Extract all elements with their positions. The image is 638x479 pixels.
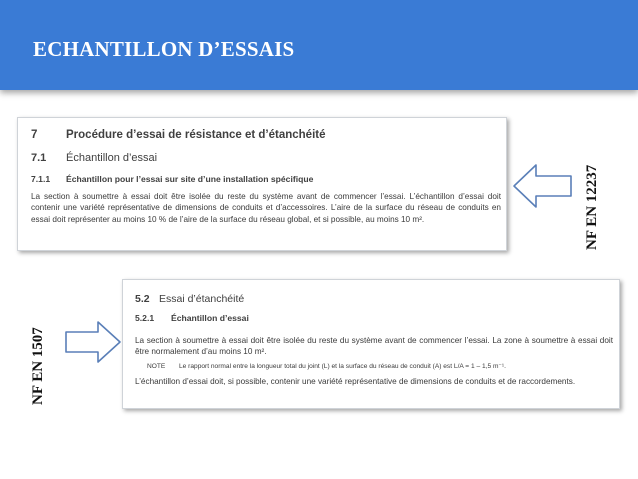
section-number: 7 bbox=[31, 129, 38, 141]
section-number: 5.2.1 bbox=[135, 313, 155, 323]
standard-label-nf-en-1507: NF EN 1507 bbox=[30, 327, 46, 405]
section-title: Échantillon pour l’essai sur site d’une installation spécifique bbox=[66, 174, 314, 184]
header-bar bbox=[0, 0, 638, 90]
section-number: 7.1 bbox=[31, 152, 47, 164]
section-title: Échantillon d’essai bbox=[66, 152, 158, 164]
section-title: Procédure d’essai de résistance et d’étanchéité bbox=[66, 129, 326, 141]
section-heading-5-2-1 bbox=[135, 313, 249, 323]
section-title: Essai d’étanchéité bbox=[159, 293, 245, 305]
excerpt-nf-en-12237 bbox=[17, 117, 507, 251]
standard-label-nf-en-12237: NF EN 12237 bbox=[584, 164, 600, 250]
section-paragraph-2: L’échantillon d’essai doit, si possible, contenir une variété représentative de dimensions de conduits et de raccordements. bbox=[135, 377, 576, 386]
section-heading-7-1-1 bbox=[31, 174, 313, 184]
note-label: NOTE bbox=[147, 363, 166, 370]
section-number: 5.2 bbox=[135, 293, 150, 305]
section-heading-7-1 bbox=[31, 152, 157, 164]
section-heading-7 bbox=[31, 129, 326, 141]
section-heading-5-2 bbox=[135, 293, 244, 305]
note bbox=[147, 362, 617, 371]
section-paragraph: La section à soumettre à essai doit être isolée du reste du système avant de commencer l’essai. L’échantillon d’essai doit contenir une variété représentative de dimensions de conduits et d’accessoires. L’aire de la surface du réseau de conduits en essai doit représenter au moins 10 % de l’aire de la surface du réseau global, et si possible, au moins 10 m². bbox=[31, 192, 501, 224]
excerpt-nf-en-1507 bbox=[122, 279, 620, 409]
note-text: Le rapport normal entre la longueur total du joint (L) et la surface du réseau de conduit (A) est L/A = 1 – 1,5 m⁻¹. bbox=[179, 363, 506, 370]
slide-title: ECHANTILLON D’ESSAIS bbox=[33, 37, 295, 61]
left-arrow-icon bbox=[512, 163, 573, 209]
right-arrow-icon bbox=[64, 320, 122, 364]
section-paragraph-1: La section à soumettre à essai doit être isolée du reste du système avant de commencer l’essai. La zone à soumettre à essai doit être normalement d’au moins 10 m². bbox=[135, 336, 613, 357]
section-number: 7.1.1 bbox=[31, 174, 51, 184]
section-title: Échantillon d’essai bbox=[171, 313, 249, 323]
